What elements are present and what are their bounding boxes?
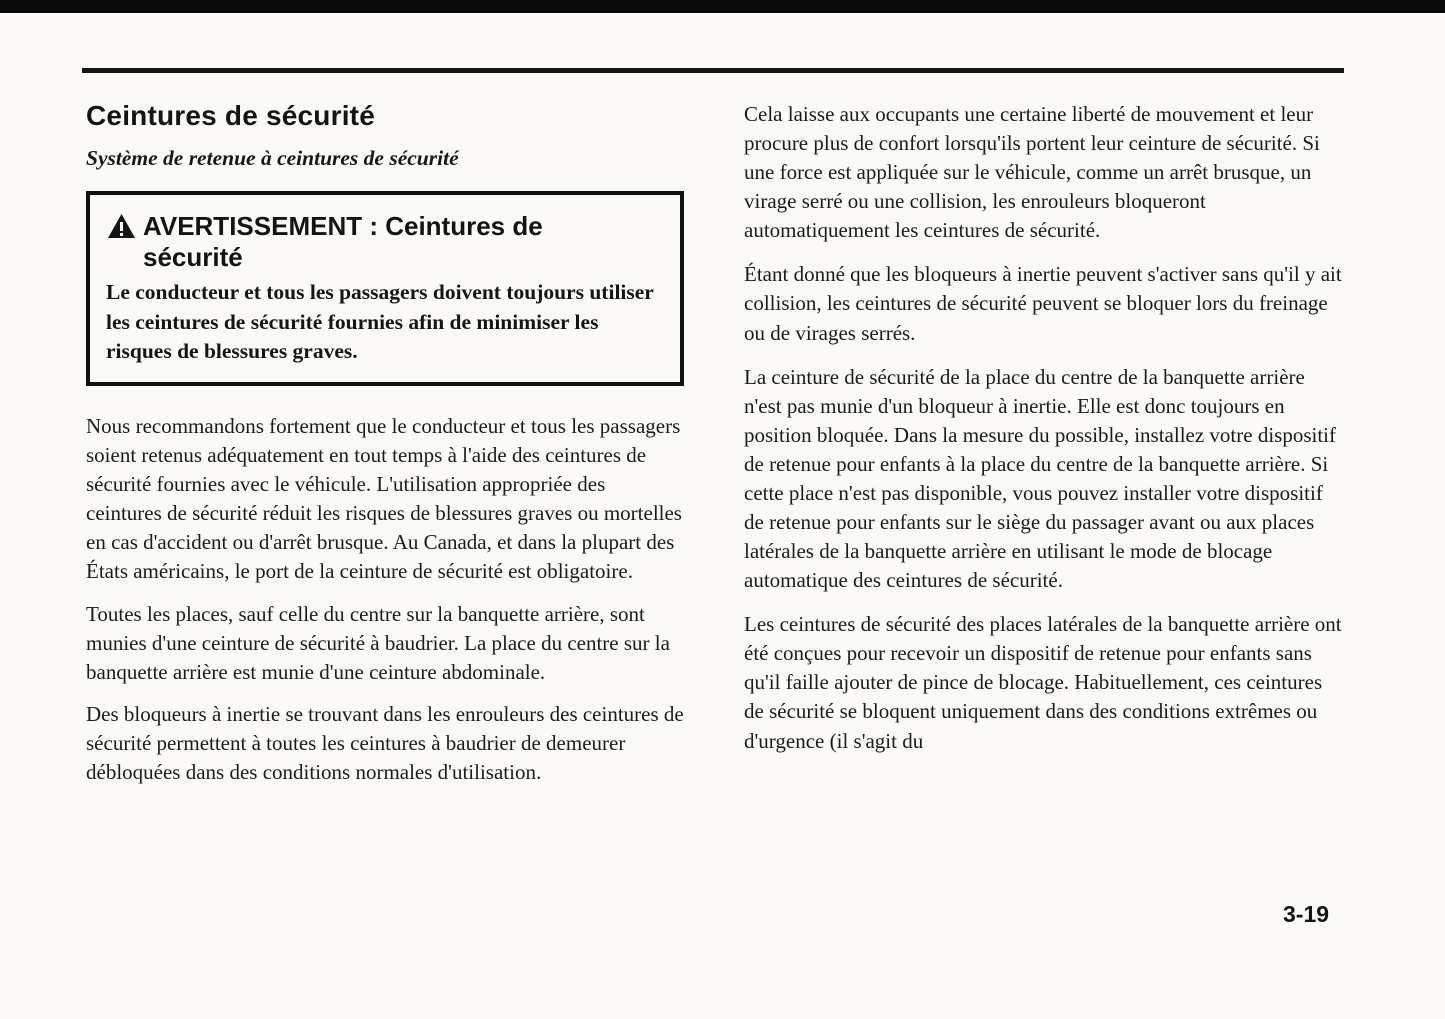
paragraph: Les ceintures de sécurité des places latérales de la banquette arrière ont été conçues pour recevoir un dispositif de retenue pour enfants sans qu'il faille ajouter de pince de blocage. Habituellement, ces ceintures de sécurité se bloquent uniquement dans des conditions extrêmes ou d'urgence (il s'agit du: [744, 612, 1342, 753]
warning-triangle-icon: [108, 214, 135, 245]
page-title: Ceintures de sécurité: [86, 100, 375, 131]
page-number: 3-19: [1283, 901, 1330, 927]
warning-heading-text: AVERTISSEMENT : Ceintures de sécurité: [143, 211, 543, 272]
paragraph: Des bloqueurs à inertie se trouvant dans les enrouleurs des ceintures de sécurité permettent à toutes les ceintures à baudrier de demeurer débloquées dans des conditions normales d'utilisation.: [86, 701, 684, 784]
paragraph: Toutes les places, sauf celle du centre sur la banquette arrière, sont munies d'une ceinture de sécurité à baudrier. La place du centre sur la banquette arrière est munie d'une ceinture abdominale.: [86, 601, 670, 684]
page-subtitle: Système de retenue à ceintures de sécurité: [86, 146, 459, 170]
right-column: [744, 100, 1345, 771]
paragraph: La ceinture de sécurité de la place du centre de la banquette arrière n'est pas munie d'un bloqueur à inertie. Elle est donc toujours en position bloquée. Dans la mesure du possible, installez votre dispositif de retenue pour enfants à la place du centre de la banquette arrière. Si cette place n'est pas disponible, vous pouvez installer votre dispositif de retenue pour enfants sur le siège du passager avant ou aux places latérales de la banquette arrière en utilisant le mode de blocage automatique des ceintures de sécurité.: [744, 364, 1336, 593]
paragraph: Étant donné que les bloqueurs à inertie peuvent s'activer sans qu'il y ait collision, les ceintures de sécurité peuvent se bloquer lors du freinage ou de virages serrés.: [744, 262, 1342, 345]
scan-edge-top: [0, 0, 1445, 13]
warning-box: [86, 191, 684, 386]
warning-body-text: Le conducteur et tous les passagers doivent toujours utiliser les ceintures de sécurité fournies afin de minimiser les risques de blessures graves.: [106, 280, 654, 363]
paragraph: Cela laisse aux occupants une certaine liberté de mouvement et leur procure plus de confort lorsqu'ils portent leur ceinture de sécurité. Si une force est appliquée sur le véhicule, comme un arrêt brusque, un virage serré ou une collision, les enrouleurs bloqueront automatiquement les ceintures de sécurité.: [744, 102, 1320, 243]
left-column: [86, 100, 684, 800]
warning-heading: [106, 211, 626, 272]
paragraph: Nous recommandons fortement que le conducteur et tous les passagers soient retenus adéquatement en tout temps à l'aide des ceintures de sécurité fournies avec le véhicule. L'utilisation appropriée des ceintures de sécurité réduit les risques de blessures graves ou mortelles en cas d'accident ou d'arrêt brusque. Au Canada, et dans la plupart des États américains, le port de la ceinture de sécurité est obligatoire.: [86, 414, 682, 584]
top-horizontal-rule: [82, 68, 1344, 73]
